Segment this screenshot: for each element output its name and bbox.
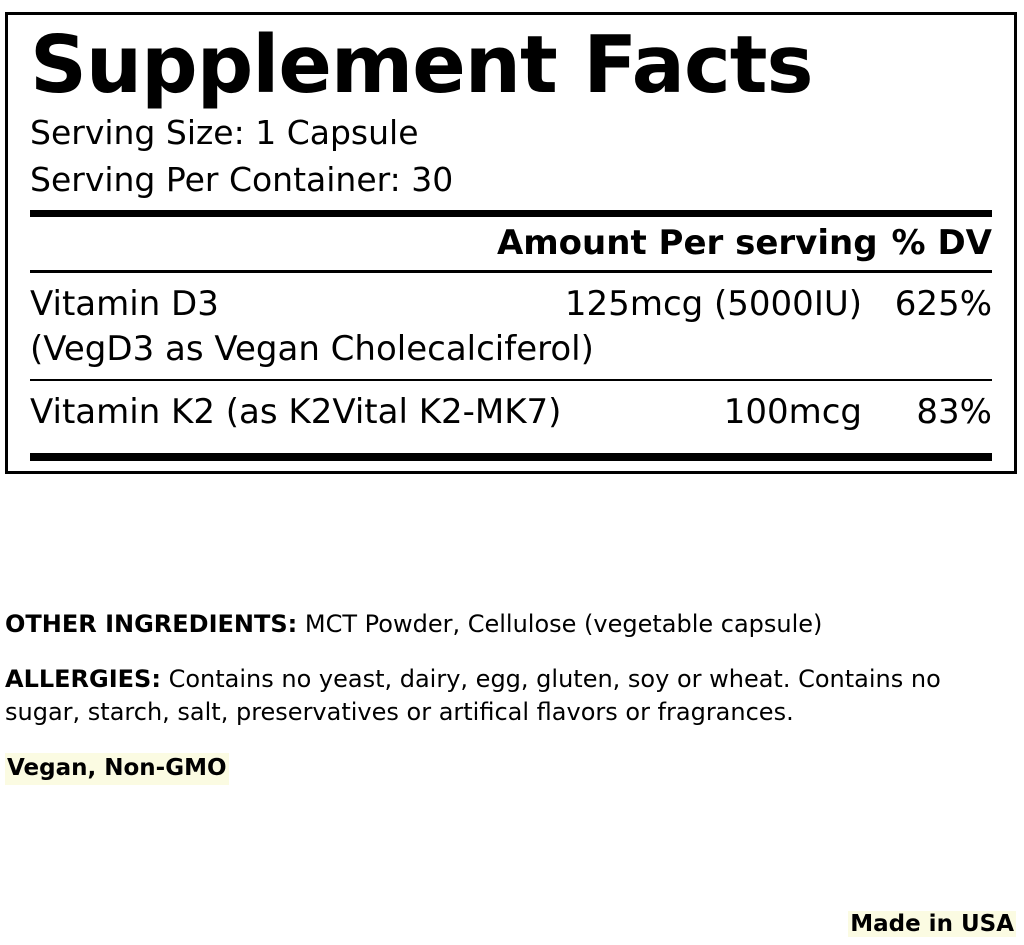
nutrient-subtext: (VegD3 as Vegan Cholecalciferol) xyxy=(30,329,594,370)
percent-dv-label: % DV xyxy=(891,223,992,264)
amount-per-serving-label: Amount Per serving xyxy=(496,223,878,264)
divider-thick-bottom xyxy=(30,453,992,461)
nutrient-row-vitamin-d3 xyxy=(30,273,992,379)
vegan-non-gmo-badge: Vegan, Non-GMO xyxy=(5,753,229,785)
nutrient-name: Vitamin K2 (as K2Vital K2-MK7) xyxy=(30,392,562,433)
other-ingredients-text: MCT Powder, Cellulose (vegetable capsule) xyxy=(297,610,823,638)
other-ingredients-paragraph xyxy=(5,608,1017,641)
allergies-label: ALLERGIES: xyxy=(5,665,161,694)
allergies-paragraph xyxy=(5,663,1017,729)
nutrient-dv: 83% xyxy=(916,392,992,433)
nutrient-amount: 125mcg (5000IU) xyxy=(564,284,862,325)
serving-size-text: Serving Size: 1 Capsule xyxy=(30,113,419,153)
other-ingredients-label: OTHER INGREDIENTS: xyxy=(5,610,298,638)
made-in-usa-badge: Made in USA xyxy=(850,911,1014,937)
divider-thick-top xyxy=(30,210,992,217)
footnotes-section xyxy=(5,608,1017,785)
servings-per-container-text: Serving Per Container: 30 xyxy=(30,160,454,200)
allergies-text: Contains no yeast, dairy, egg, gluten, soy or wheat. Contains no sugar, starch, salt, preservatives or artifical flavors or fragrances. xyxy=(5,665,941,727)
nutrient-dv: 625% xyxy=(894,284,992,325)
amount-per-serving-header xyxy=(30,217,992,270)
nutrient-name: Vitamin D3 xyxy=(30,284,219,325)
page-title: Supplement Facts xyxy=(30,19,813,111)
nutrient-row-vitamin-k2 xyxy=(30,381,992,442)
supplement-facts-panel xyxy=(5,12,1017,474)
vegan-paragraph xyxy=(5,751,1017,785)
nutrient-amount: 100mcg xyxy=(723,392,862,433)
